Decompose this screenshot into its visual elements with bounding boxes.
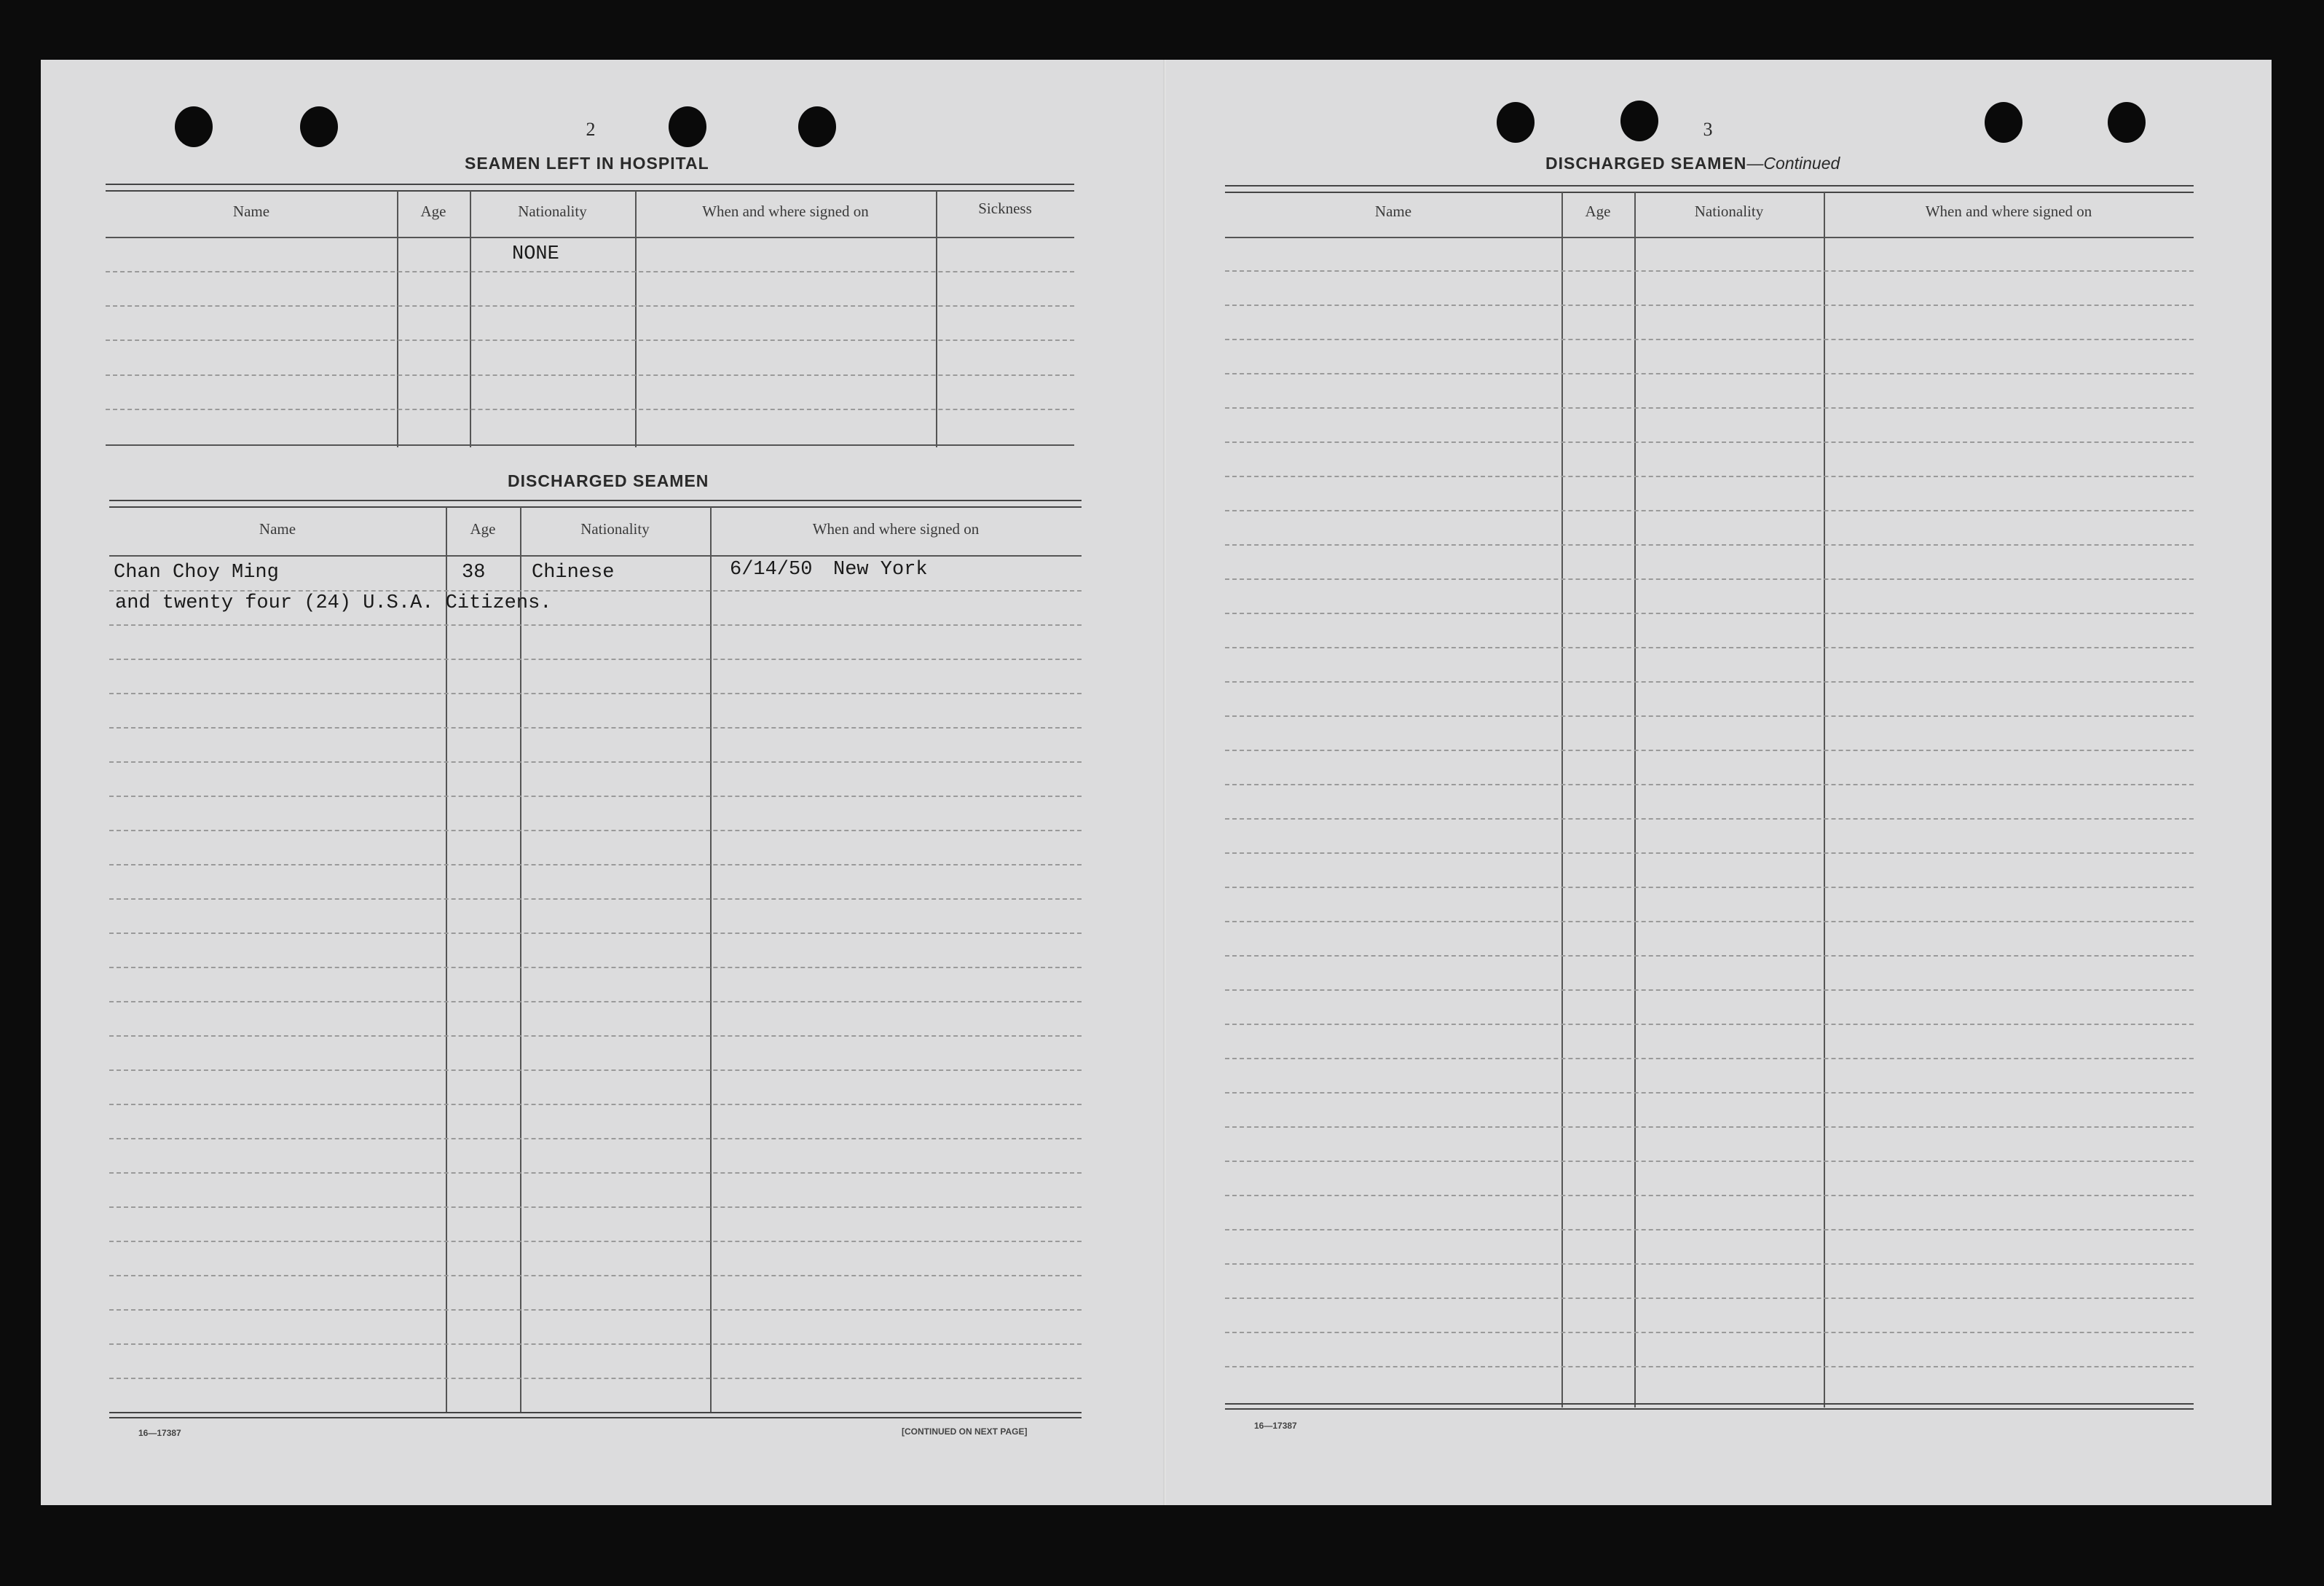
row-line (109, 1241, 1082, 1242)
header-rule (106, 237, 1074, 238)
row-line (109, 1309, 1082, 1311)
column-header-signed-on: When and where signed on (1925, 203, 2092, 220)
row-line (109, 1206, 1082, 1208)
row-line (1225, 407, 2194, 409)
discharged-table-right (1225, 185, 2194, 1413)
punch-hole (300, 106, 338, 147)
row-line (1225, 1092, 2194, 1094)
row-line (1225, 1332, 2194, 1333)
row-line (109, 624, 1082, 626)
row-line (1225, 1366, 2194, 1367)
row-line (1225, 510, 2194, 511)
punch-hole (669, 106, 706, 147)
row-line (109, 1001, 1082, 1002)
hospital-nationality-value: NONE (512, 243, 559, 265)
row-line (109, 761, 1082, 763)
seaman-signed-on-date: 6/14/50 (730, 559, 813, 581)
row-line (1225, 270, 2194, 272)
column-header-nationality: Nationality (518, 203, 587, 220)
punch-hole (175, 106, 213, 147)
seaman-age: 38 (462, 562, 486, 584)
row-line (1225, 818, 2194, 820)
row-line (1225, 441, 2194, 443)
row-line (109, 1172, 1082, 1174)
row-line (1225, 955, 2194, 957)
form-number-right: 16—17387 (1254, 1421, 1297, 1431)
row-line (1225, 852, 2194, 854)
column-divider (520, 507, 521, 1413)
column-header-signed-on: When and where signed on (702, 203, 869, 220)
table-top-rule (106, 184, 1074, 192)
punch-hole (1620, 101, 1658, 141)
citizens-note: and twenty four (24) U.S.A. Citizens. (115, 592, 552, 614)
row-line (109, 1104, 1082, 1105)
discharged-continued-title-text: DISCHARGED SEAMEN (1545, 154, 1747, 173)
row-line (1225, 1263, 2194, 1265)
column-header-age: Age (420, 203, 446, 220)
row-line (109, 1378, 1082, 1379)
row-line (1225, 989, 2194, 991)
continued-note: [CONTINUED ON NEXT PAGE] (902, 1426, 1028, 1437)
row-line (109, 898, 1082, 900)
table-bottom-rule (1225, 1403, 2194, 1410)
column-header-nationality: Nationality (1694, 203, 1764, 220)
row-line (106, 305, 1074, 307)
row-line (1225, 1298, 2194, 1299)
row-line (109, 1275, 1082, 1276)
row-line (1225, 1195, 2194, 1196)
row-line (1225, 613, 2194, 614)
title-suffix: —Continued (1746, 154, 1840, 173)
column-divider (1561, 192, 1563, 1408)
page-number-left: 2 (586, 119, 596, 140)
column-header-age: Age (1585, 203, 1611, 220)
row-line (106, 271, 1074, 272)
column-header-age: Age (470, 520, 496, 538)
punch-hole (1985, 102, 2022, 143)
row-line (1225, 887, 2194, 888)
row-line (109, 933, 1082, 934)
column-divider (446, 507, 447, 1413)
row-line (109, 693, 1082, 694)
table-bottom-rule (106, 444, 1074, 446)
seaman-nationality: Chinese (532, 562, 615, 584)
discharged-section-title: DISCHARGED SEAMEN (508, 471, 709, 490)
table-top-rule (109, 500, 1082, 508)
row-line (1225, 305, 2194, 306)
row-line (109, 796, 1082, 797)
column-header-nationality: Nationality (580, 520, 650, 538)
row-line (1225, 1161, 2194, 1162)
row-line (1225, 476, 2194, 477)
row-line (1225, 1058, 2194, 1059)
row-line (1225, 1024, 2194, 1025)
row-line (1225, 715, 2194, 717)
table-bottom-rule (109, 1412, 1082, 1418)
punch-hole (1497, 102, 1535, 143)
form-number-left: 16—17387 (138, 1428, 181, 1438)
discharged-continued-title (1545, 154, 1840, 173)
column-header-name: Name (1374, 203, 1412, 220)
row-line (1225, 1126, 2194, 1128)
row-line (1225, 681, 2194, 683)
header-rule (109, 555, 1082, 557)
row-line (109, 967, 1082, 968)
punch-hole (2108, 102, 2146, 143)
row-line (106, 409, 1074, 410)
row-line (109, 1069, 1082, 1071)
row-line (1225, 578, 2194, 580)
row-line (109, 590, 1082, 592)
row-line (106, 339, 1074, 341)
row-line (1225, 544, 2194, 546)
row-line (1225, 647, 2194, 648)
punch-hole (798, 106, 836, 147)
row-line (1225, 373, 2194, 374)
row-line (106, 374, 1074, 376)
column-divider (1824, 192, 1825, 1408)
table-top-rule (1225, 185, 2194, 193)
row-line (109, 864, 1082, 865)
column-divider (710, 507, 712, 1413)
row-line (109, 659, 1082, 660)
column-header-name: Name (232, 203, 270, 220)
seaman-name: Chan Choy Ming (114, 562, 279, 584)
row-line (1225, 921, 2194, 922)
row-line (1225, 1229, 2194, 1230)
discharged-table-left (109, 500, 1082, 1419)
row-line (109, 1138, 1082, 1139)
column-header-sickness: Sickness (978, 200, 1032, 217)
page-number-right: 3 (1703, 119, 1713, 140)
column-header-signed-on: When and where signed on (812, 520, 980, 538)
column-divider (1634, 192, 1636, 1408)
row-line (1225, 339, 2194, 340)
row-line (109, 1035, 1082, 1037)
header-rule (1225, 237, 2194, 238)
row-line (109, 830, 1082, 831)
column-header-name: Name (259, 520, 296, 538)
row-line (109, 1343, 1082, 1345)
hospital-section-title: SEAMEN LEFT IN HOSPITAL (465, 154, 709, 173)
row-line (1225, 784, 2194, 785)
row-line (109, 727, 1082, 729)
row-line (1225, 750, 2194, 751)
seaman-signed-on-place: New York (833, 559, 928, 581)
hospital-table (106, 184, 1074, 449)
